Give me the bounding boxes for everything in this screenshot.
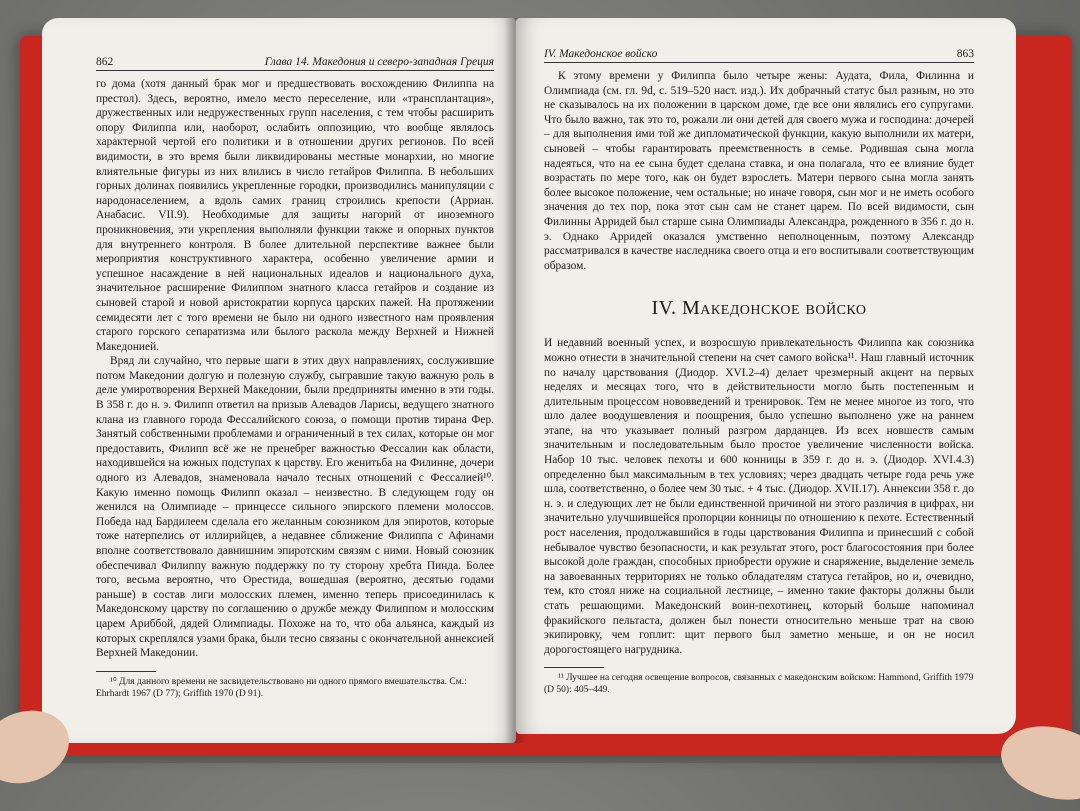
- left-page: [42, 18, 516, 743]
- paragraph: го дома (хотя данный брак мог и предшествовать восхождению Филиппа на престол). Здесь, вероятно, имело место переселение, или «трансплантация», дружественных или недружественных групп населения, с тем чтобы расширить опору Филиппа или, наоборот, ослабить оппозицию, что вообще являлось характерной чертой его политики и в отношении других регионов. По всей видимости, в это время были ликвидированы местные монархии, но многие влиятельные фигуры из них влились в число гетайров Филиппа. В небольших горных долинах появились укрепленные городки, производились манипуляции с народонаселением, а вдоль самих границ строились крепости (Арриан. Анабасис. VII.9). Необходимые для защиты нагорий от иноземного проникновения, эти укрепления выполняли функции также и опорных пунктов для внутреннего контроля. В более длительной перспективе важнее были мероприятия конструктивного характера, особенно увеличение армии и успешное насаждение в ней национальных идеалов и национального духа, значительное расширение Филиппом знатного класса гетайров и создание из сыновей старой и новой аристократии корпуса царских пажей. На протяжении семидесяти лет с того времени не было ни одного известного нам проявления старого горского сепаратизма или былого раскола между Верхней и Нижней Македонией.: [96, 78, 494, 353]
- left-chapter-title: Глава 14. Македония и северо-западная Греция: [264, 56, 494, 68]
- right-page-number: 863: [956, 48, 974, 60]
- left-body-text: [96, 77, 494, 661]
- right-page: [516, 18, 1016, 734]
- footnote: ¹⁰ Для данного времени не засвидетельствовано ни одного прямого вмешательства. См.: Ehrhardt 1967 (D 77); Griffith 1970 (D 91).: [96, 676, 467, 699]
- footnote: ¹¹ Лучшее на сегодня освещение вопросов, связанных с македонским войском: Hammond, Griffith 1979 (D 50): 405–449.: [544, 673, 974, 696]
- footnote-rule: [544, 667, 604, 668]
- right-body-text: [544, 69, 974, 273]
- left-footnotes: [96, 671, 494, 700]
- right-section-head: IV. Македонское войско: [544, 48, 658, 60]
- right-body-text-2: [544, 336, 974, 657]
- left-page-number: 862: [96, 56, 114, 68]
- paragraph: И недавний военный успех, и возросшую привлекательность Филиппа как союзника можно отнести в значительной степени на счет самого войска¹¹. Наш главный источник по началу царствования (Диодор. XVI.2–4) делает чрезмерный акцент на первых неделях и месяцах того, что в действительности могло быть постепенным и длительным процессом нововведений и тренировок. Тем не менее многое из того, что шло далее воодушевления и поощрения, было успешно выполнено уже на раннем этапе, на что указывает полный разгром дарданцев. Из всех новшеств самым значительным и последовательным было простое увеличение численности войска. Набор 10 тыс. человек пехоты и 600 конницы в 359 г. до н. э. (Диодор. XVI.4.3) определенно был максимальным в тех условиях; через двадцать четыре года речь уже шла, соответственно, о более чем 30 тыс. + 4 тыс. (Диодор. XVII.17). Аннексии 358 г. до н. э. и следующих лет не были единственной причиной ни этого различия в цифрах, ни значительно улучшившейся пропорции конницы по отношению к пехоте. Естественный рост населения, продолжавшийся в годы царствования Филиппа и принесший с собой небывалое чувство безопасности, и как результат этого, рост благосостояния при более высокой доле граждан, способных приобрести оружие и снаряжение, выделение земель на завоеванных территориях не только обладателям статуса гетайров, но и, очевидно, тем, кто стоял ниже на социальной лестнице, – именно такие факторы должны были стать решающими. Македонский воин-пехотинец, который больше напоминал фракийского пельтаста, должен был понести относительно меньше трат на свою экипировку, чем гоплит: щит первого был заметно меньше, и он не носил дорогостоящего нагрудника.: [544, 337, 974, 656]
- right-footnotes: [544, 667, 974, 696]
- footnote-rule: [96, 671, 156, 672]
- paragraph: Вряд ли случайно, что первые шаги в этих двух направлениях, сослужившие потом Македонии долгую и полезную службу, сыгравшие такую важную роль в деле умиротворения Верхней Македонии, были предприняты именно в эти годы. В 358 г. до н. э. Филипп ответил на призыв Алевадов Ларисы, ведущего знатного клана из главного города Фессалийского союза, о помощи против тирана Фер. Занятый собственными проблемами и ограниченный в тех силах, которые он мог предоставить, Филипп всё же не пренебрег важностью Фессалии как области, находившейся на южных подступах к царству. Его женитьба на Филинне, дочери одного из Алевадов, знаменовала начало тесных отношений с Фессалией¹⁰. Какую именно помощь Филипп оказал – неизвестно. В следующем году он женился на Олимпиаде – принцессе сильного эпирского племени молоссов. Победа над Бардилеем сделала его желанным союзником для эпиротов, которые тоже натерпелись от иллирийцев, а недавнее сближение Филиппа с Афинами вполне соответствовало давнишним эпиротским связям с ними. Новый союзник обеспечивал Филиппу важную поддержку по ту сторону хребта Пинда. Более того, весьма вероятно, что Орестида, вошедшая (вероятно, десятью годами раньше) в состав лиги молосских племен, именно теперь присоединилась к Македонскому царству по соглашению о дружбе между Филиппом и молосским царем Ариббой, дядей Олимпиады. Похоже на то, что оба альянса, каждый из которых скреплялся узами брака, были тесно связаны с окончательной аннексией Верхней Македонии.: [96, 355, 494, 660]
- paragraph: К этому времени у Филиппа было четыре жены: Аудата, Фила, Филинна и Олимпиада (см. гл. 9d, с. 519–520 наст. изд.). Их добрачный статус был разным, но это не сказывалось на их положении в царском доме, где все они являлись его супругами. Что было важно, так это то, рожали ли они детей для своего мужа и господина: дочерей – для выполнения ими той же дипломатической функции, какую выполнили их матери, сыновей – чтобы гарантировать преемственность в семье. Родившая сына могла надеяться, что на ее сына будет сделана ставка, и она полагала, что ее влияние будет возрастать по мере того, как он будет взрослеть. Матери первого сына могла занять более высокое положение, чем остальные; но иначе говоря, сын мог и не иметь особого значения до тех пор, пока этот сын сам не станет царем. По всей видимости, сын Филинны Арридей был старше сына Олимпиады Александра, рожденного в 356 г. до н. э. Однако Арридей оказался умственно неполноценным, поэтому Александр рассматривался в качестве наследника своего отца и его воспитывали соответствующим образом.: [544, 70, 974, 272]
- right-running-head: [544, 48, 974, 63]
- section-title: IV. Македонское войско: [651, 297, 867, 320]
- left-running-head: [96, 56, 494, 71]
